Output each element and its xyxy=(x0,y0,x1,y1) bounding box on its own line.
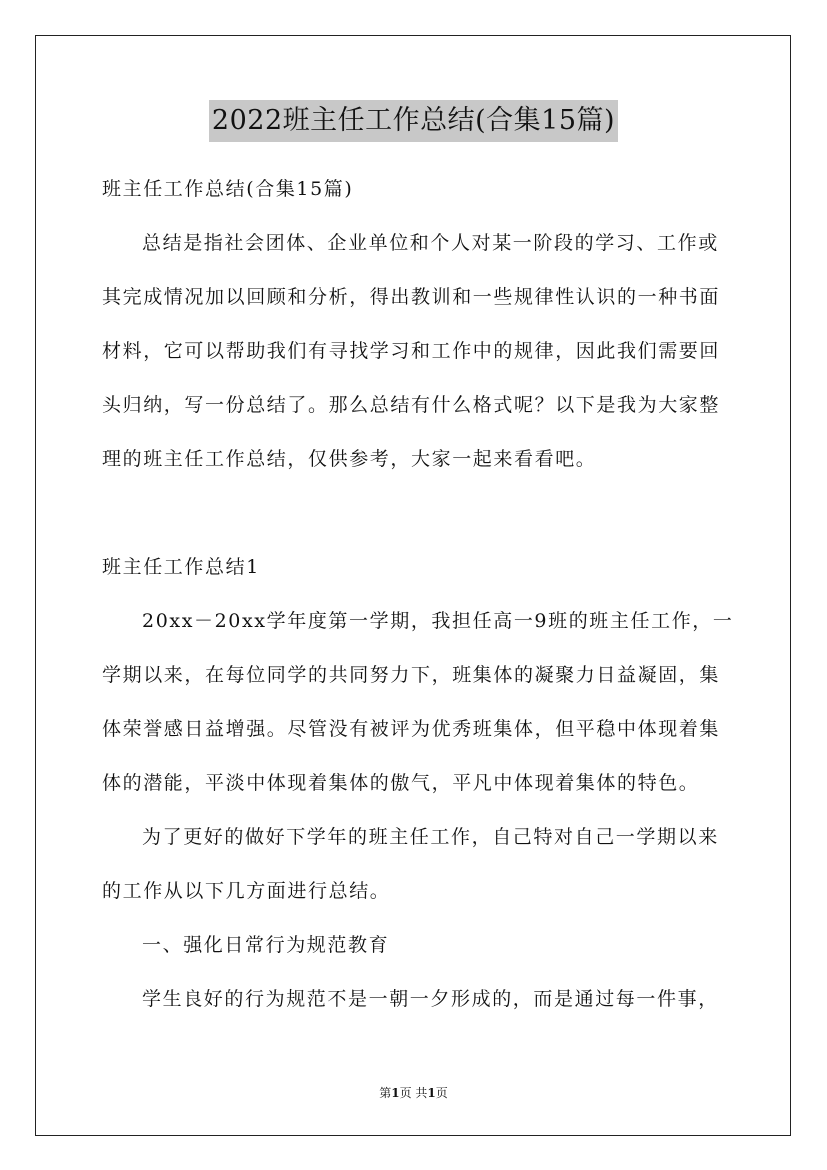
page-suffix: 页 xyxy=(435,1086,448,1100)
para1-line-1: 20xx－20xx学年度第一学期，我担任高一9班的班主任工作，一 xyxy=(142,610,734,632)
para2-line-2: 的工作从以下几方面进行总结。 xyxy=(102,880,391,902)
page-current-number: 1 xyxy=(391,1086,400,1100)
para2-line-1: 为了更好的做好下学年的班主任工作，自己特对自己一学期以来 xyxy=(142,826,719,848)
item-heading: 一、强化日常行为规范教育 xyxy=(142,934,390,956)
intro-line-4: 头归纳，写一份总结了。那么总结有什么格式呢？以下是我为大家整 xyxy=(102,394,721,416)
para1-line-2: 学期以来，在每位同学的共同努力下，班集体的凝聚力日益凝固，集 xyxy=(102,664,721,686)
subtitle: 班主任工作总结(合集15篇) xyxy=(102,178,354,200)
document-body xyxy=(102,176,734,1013)
intro-line-3: 材料，它可以帮助我们有寻找学习和工作中的规律，因此我们需要回 xyxy=(102,340,721,362)
page-mid: 页 共 xyxy=(399,1086,428,1100)
page-prefix: 第 xyxy=(379,1086,392,1100)
section-heading: 班主任工作总结1 xyxy=(102,556,260,578)
page-footer xyxy=(0,1085,827,1101)
title-container xyxy=(0,100,827,142)
document-title: 2022班主任工作总结(合集15篇) xyxy=(209,100,618,142)
intro-line-2: 其完成情况加以回顾和分析，得出教训和一些规律性认识的一种书面 xyxy=(102,286,721,308)
para1-line-4: 体的潜能，平淡中体现着集体的傲气，平凡中体现着集体的特色。 xyxy=(102,772,700,794)
page-total-number: 1 xyxy=(427,1086,436,1100)
para3-line-1: 学生良好的行为规范不是一朝一夕形成的，而是通过每一件事， xyxy=(142,988,719,1010)
para1-line-3: 体荣誉感日益增强。尽管没有被评为优秀班集体，但平稳中体现着集 xyxy=(102,718,721,740)
intro-line-5: 理的班主任工作总结，仅供参考，大家一起来看看吧。 xyxy=(102,448,597,470)
intro-line-1: 总结是指社会团体、企业单位和个人对某一阶段的学习、工作或 xyxy=(142,232,719,254)
